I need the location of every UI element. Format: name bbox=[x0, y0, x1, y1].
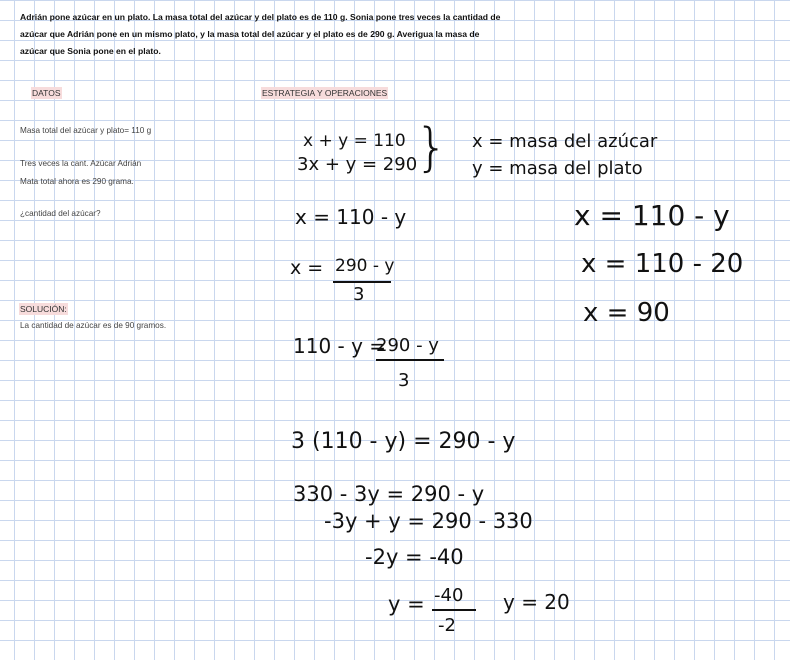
problem-line: Adrián pone azúcar en un plato. La masa total del azúcar y del plato es de 110 g. Sonia pone tres veces la cantidad de bbox=[20, 12, 501, 22]
equation-6: -2y = -40 bbox=[365, 545, 464, 569]
right-equation-2: x = 110 - 20 bbox=[581, 249, 744, 279]
fraction-1-denominator: 3 bbox=[353, 284, 365, 305]
equation-2-left: 110 - y = bbox=[293, 334, 387, 358]
fraction-2-bar bbox=[376, 359, 444, 361]
dato-pregunta: ¿cantidad del azúcar? bbox=[20, 209, 101, 218]
equation-7-left: y = bbox=[388, 592, 425, 616]
fraction-3-bar bbox=[432, 609, 476, 611]
estrategia-label: ESTRATEGIA Y OPERACIONES bbox=[262, 88, 388, 98]
fraction-3-numerator: -40 bbox=[434, 585, 464, 606]
equation-5: -3y + y = 290 - 330 bbox=[324, 509, 533, 533]
fraction-2-numerator: 290 - y bbox=[376, 335, 439, 356]
datos-label: DATOS bbox=[32, 88, 61, 98]
fraction-3 bbox=[432, 585, 482, 641]
fraction-2-denominator: 3 bbox=[398, 370, 410, 391]
system-brace: } bbox=[415, 118, 449, 178]
equation-3: 3 (110 - y) = 290 - y bbox=[291, 429, 516, 454]
fraction-3-denominator: -2 bbox=[438, 615, 456, 636]
definition-y: y = masa del plato bbox=[472, 158, 643, 179]
fraction-2 bbox=[376, 335, 448, 395]
fraction-1 bbox=[333, 256, 393, 306]
equation-fraction-left: x = bbox=[290, 257, 324, 279]
right-equation-1: x = 110 - y bbox=[574, 199, 730, 232]
fraction-1-bar bbox=[333, 281, 391, 283]
problem-line: azúcar que Adrián pone en un mismo plato, y la masa total del azúcar y el plato es de 290 g. Averigua la masa de bbox=[20, 29, 480, 39]
dato-masa-total: Masa total del azúcar y plato= 110 g bbox=[20, 126, 152, 135]
fraction-1-numerator: 290 - y bbox=[335, 256, 395, 276]
equation-x-isolated: x = 110 - y bbox=[295, 205, 407, 229]
definition-x: x = masa del azúcar bbox=[472, 131, 658, 152]
equation-4: 330 - 3y = 290 - y bbox=[293, 482, 485, 506]
dato-tres-veces: Tres veces la cant. Azúcar Adrián bbox=[20, 159, 142, 168]
system-equation-2: 3x + y = 290 bbox=[297, 154, 418, 175]
right-equation-3: x = 90 bbox=[583, 298, 670, 328]
dato-masa-total-ahora: Mata total ahora es 290 grama. bbox=[20, 177, 134, 186]
system-equation-1: x + y = 110 bbox=[303, 131, 406, 151]
solucion-texto: La cantidad de azúcar es de 90 gramos. bbox=[20, 321, 167, 330]
solucion-label: SOLUCIÓN: bbox=[20, 304, 67, 314]
equation-7-result: y = 20 bbox=[503, 590, 570, 614]
problem-statement bbox=[20, 9, 515, 60]
problem-line: azúcar que Sonia pone en el plato. bbox=[20, 46, 161, 56]
